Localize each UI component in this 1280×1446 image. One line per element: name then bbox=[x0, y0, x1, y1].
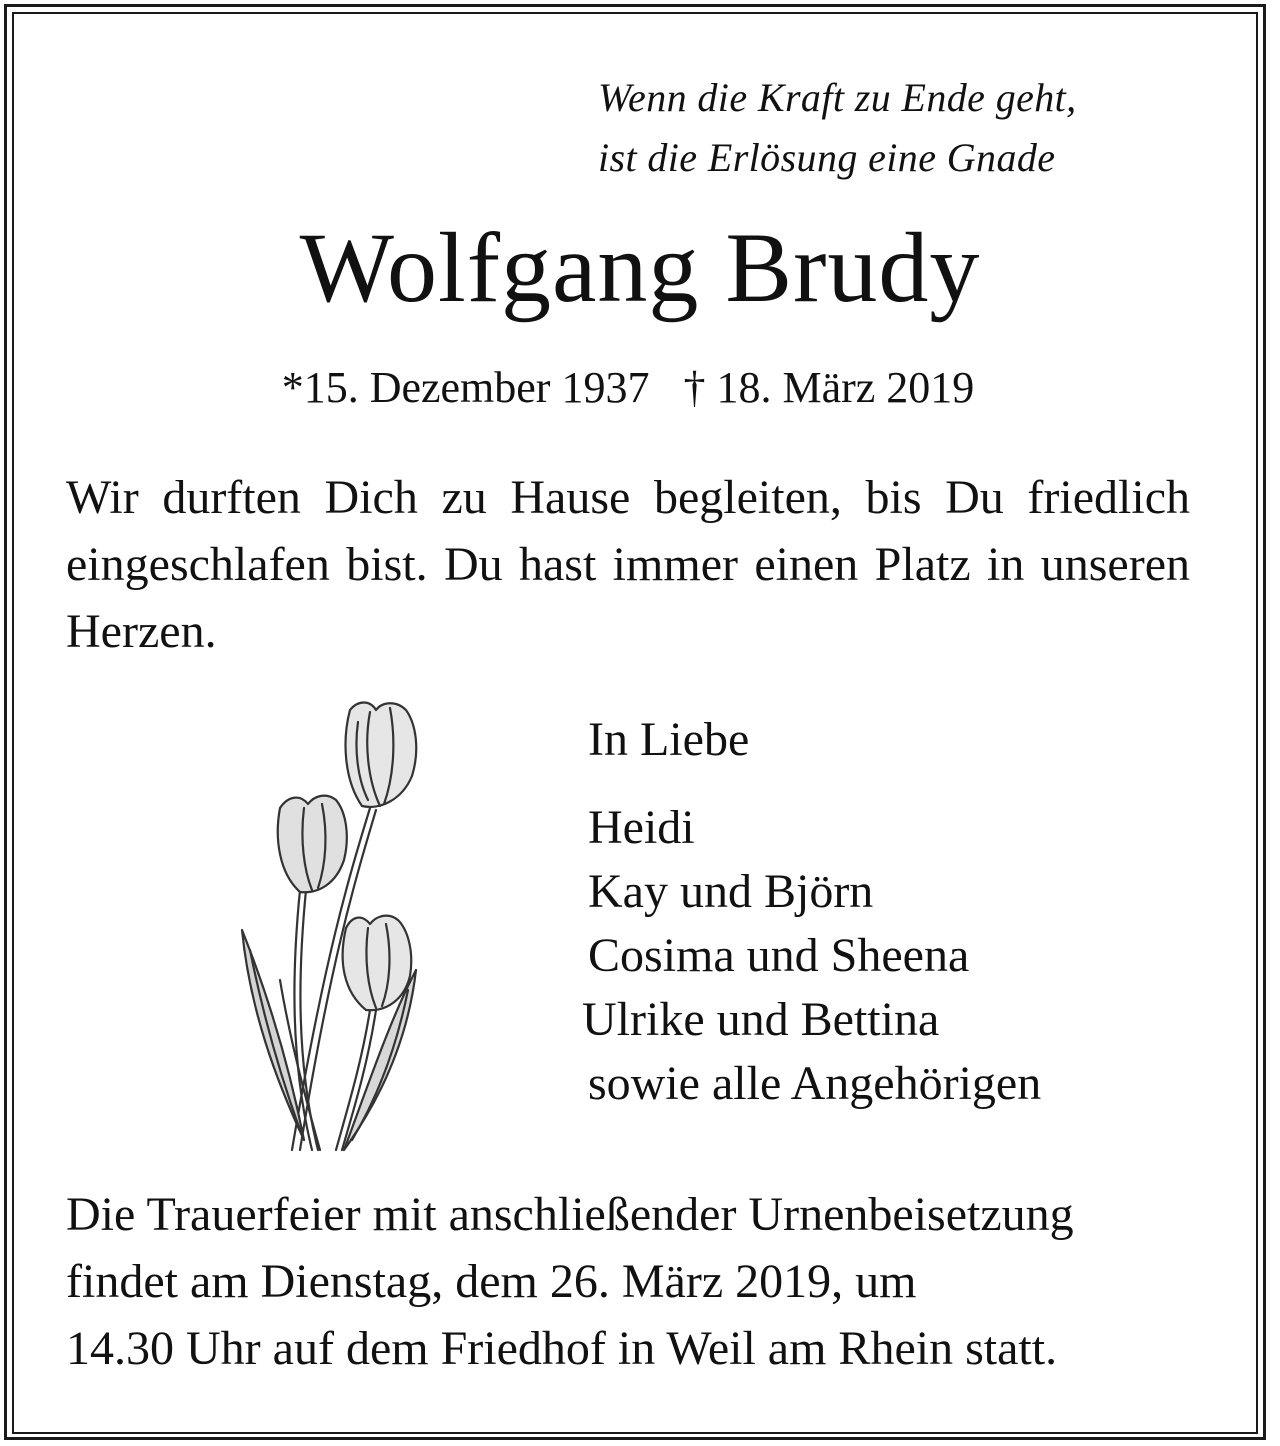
signature-greeting: In Liebe bbox=[588, 713, 750, 766]
signature-name: Ulrike und Bettina bbox=[582, 993, 940, 1046]
funeral-info-line-1: Die Trauerfeier mit anschließender Urnenbeisetzung bbox=[66, 1188, 1074, 1241]
death-date: † 18. März 2019 bbox=[683, 363, 975, 412]
funeral-info bbox=[66, 1181, 1190, 1382]
motto-quote bbox=[598, 68, 1238, 188]
signature-name: Heidi bbox=[588, 801, 695, 854]
signature-name: sowie alle Angehörigen bbox=[588, 1057, 1042, 1110]
life-dates bbox=[0, 360, 1256, 416]
signature-name: Cosima und Sheena bbox=[588, 929, 970, 982]
intro-text: Wir durften Dich zu Hause begleiten, bis Du friedlich eingeschlafen bist. Du hast immer einen Platz in unseren Herzen. bbox=[66, 471, 1190, 658]
motto-line-1: Wenn die Kraft zu Ende geht, bbox=[598, 75, 1077, 120]
motto-line-2: ist die Erlösung eine Gnade bbox=[598, 135, 1056, 180]
signature-name: Kay und Björn bbox=[588, 865, 874, 918]
birth-date: *15. Dezember 1937 bbox=[281, 363, 650, 412]
deceased-name: Wolfgang Brudy bbox=[299, 212, 981, 323]
funeral-info-line-2: findet am Dienstag, dem 26. März 2019, um bbox=[66, 1255, 917, 1308]
funeral-info-line-3: 14.30 Uhr auf dem Friedhof in Weil am Rhein statt. bbox=[66, 1322, 1058, 1375]
signature-block bbox=[582, 708, 1228, 1116]
tulips-drawing-icon bbox=[220, 680, 460, 1160]
